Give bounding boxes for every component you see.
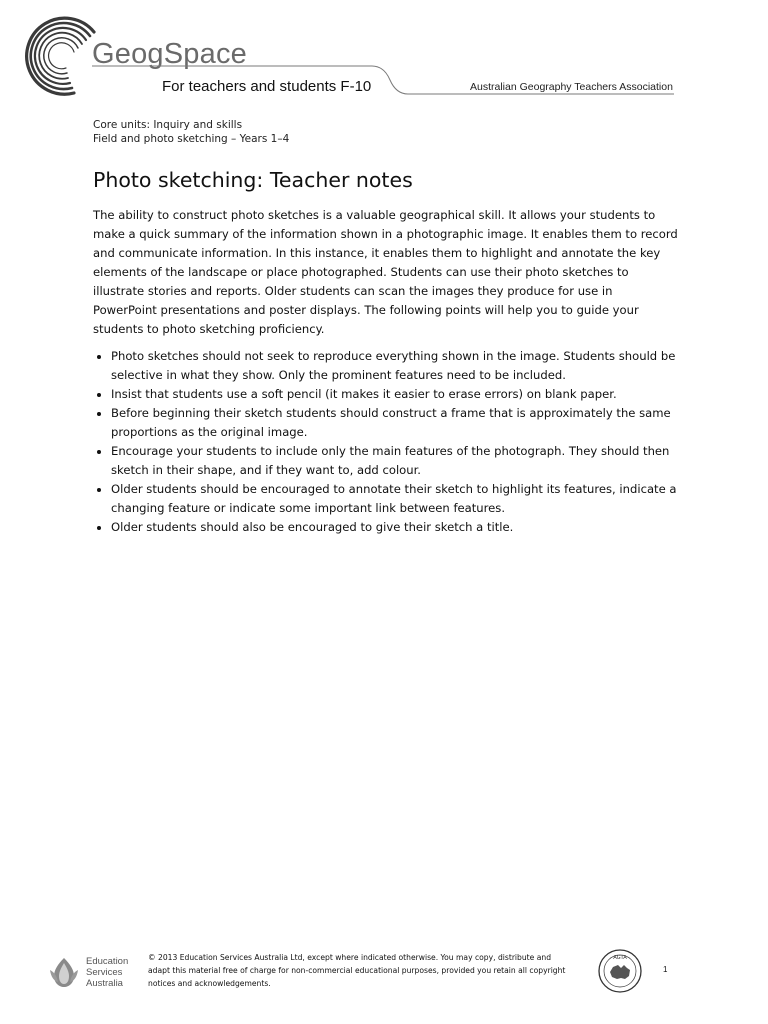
page-header: [0, 0, 768, 110]
header-tagline: For teachers and students F-10: [162, 78, 372, 95]
agta-seal-icon: [597, 948, 643, 994]
esa-name-line: Education: [86, 956, 129, 967]
brand-title: GeogSpace: [92, 38, 247, 70]
seal-text: AGTA: [613, 955, 627, 961]
document-body: [93, 118, 679, 537]
page-title: Photo sketching: Teacher notes: [93, 168, 413, 192]
topic-line: Field and photo sketching – Years 1–4: [93, 133, 290, 145]
esa-name-line: Services: [86, 967, 123, 978]
list-item: • Before beginning their sketch students should construct a frame that is approximately the same proportions as the original image.: [111, 404, 679, 442]
association-name: Australian Geography Teachers Association: [470, 81, 673, 93]
teaching-points-list: [93, 347, 679, 537]
header-divider: [0, 0, 768, 110]
page-number: 1: [663, 965, 668, 974]
intro-paragraph: The ability to construct photo sketches is a valuable geographical skill. It allows your students to make a quick summary of the information shown in a photographic image. It enables them to record and communicate information. In this instance, it enables them to highlight and annotate the key elements of the landscape or place photographed. Students can use their photo sketches to illustrate stories and reports. Older students can scan the images they produce for use in PowerPoint presentations and poster displays. The following points will help you to guide your students to photo sketching proficiency.: [93, 208, 678, 336]
list-item: • Encourage your students to include only the main features of the photograph. They should then sketch in their shape, and if they want to, add colour.: [111, 442, 679, 480]
list-item: • Older students should be encouraged to annotate their sketch to highlight its features, indicate a changing feature or indicate some important link between features.: [111, 480, 679, 518]
unit-line: Core units: Inquiry and skills: [93, 119, 243, 131]
education-services-australia-logo-icon: [46, 954, 82, 990]
page-footer: [0, 940, 768, 1020]
copyright-notice: © 2013 Education Services Australia Ltd, except where indicated otherwise. You may copy, distribute and adapt this material free of charge for non-commercial educational purposes, provided you retain all copyright notices and acknowledgements.: [148, 953, 566, 988]
list-item: • Photo sketches should not seek to reproduce everything shown in the image. Students should be selective in what they show. Only the prominent features need to be included.: [111, 347, 679, 385]
list-item: • Insist that students use a soft pencil (it makes it easier to erase errors) on blank paper.: [111, 385, 679, 404]
esa-name-line: Australia: [86, 978, 123, 989]
list-item: • Older students should also be encouraged to give their sketch a title.: [111, 518, 679, 537]
esa-name: [86, 956, 128, 989]
